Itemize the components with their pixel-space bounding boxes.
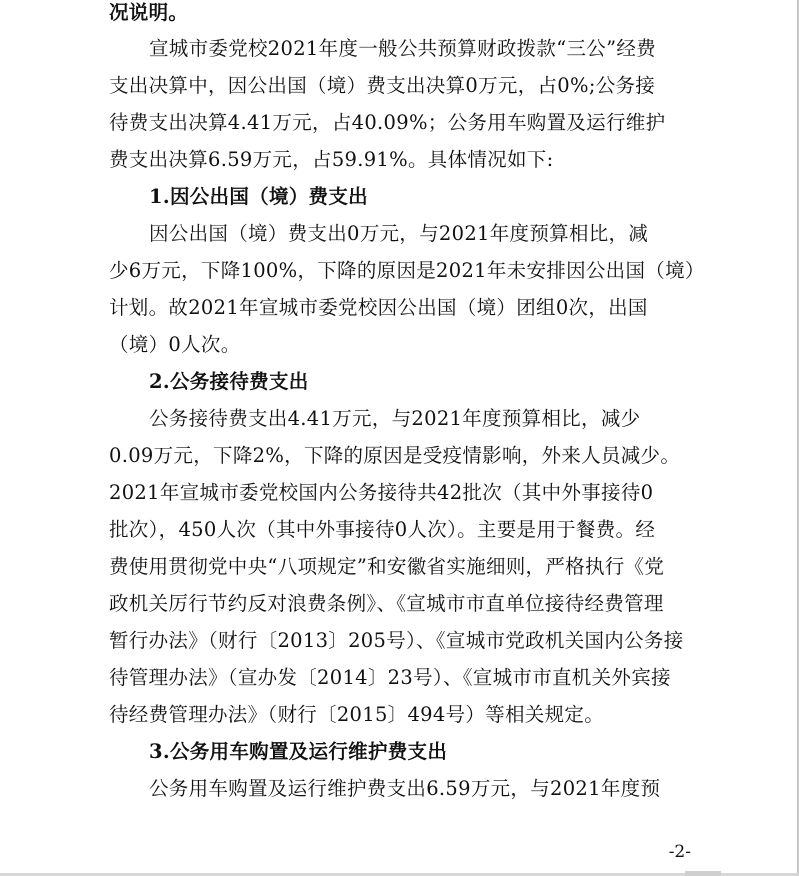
paragraph-line: 待经费管理办法》（财行〔2015〕494号）等相关规定。 [109,703,604,726]
paragraph-line: 批次），450人次（其中外事接待0人次）。主要是用于餐费。经 [109,518,656,541]
paragraph-line: 宣城市委党校2021年度一般公共预算财政拨款“三公”经费 [149,37,656,60]
paragraph-line: 支出决算中，因公出国（境）费支出决算0万元，占0%;公务接 [109,74,656,97]
paragraph-line: 计划。故2021年宣城市委党校因公出国（境）团组0次，出国 [109,296,648,319]
paragraph-line: 政机关厉行节约反对浪费条例》、《宣城市市直单位接待经费管理 [109,592,664,615]
paragraph-continuation: 况说明。 [109,1,189,24]
paragraph-line: 因公出国（境）费支出0万元，与2021年度预算相比，减 [149,222,649,245]
paragraph-line: 待费支出决算4.41万元，占40.09%；公务用车购置及运行维护 [109,111,666,134]
paragraph-line: 少6万元，下降100%，下降的原因是2021年未安排因公出国（境） [109,259,705,282]
bottom-scroll-mark [685,871,721,876]
paragraph-line: 暂行办法》（财行〔2013〕205号）、《宣城市党政机关国内公务接 [109,629,684,652]
page-number: -2- [668,842,691,862]
section-heading-1: 1.因公出国（境）费支出 [149,185,368,208]
section-heading-3: 3.公务用车购置及运行维护费支出 [149,740,448,763]
paragraph-line: 费使用贯彻党中央“八项规定”和安徽省实施细则，严格执行《党 [109,555,665,578]
section-heading-2: 2.公务接待费支出 [149,370,309,393]
paragraph-line: 2021年宣城市委党校国内公务接待共42批次（其中外事接待0 [109,481,654,504]
paragraph-line: 公务接待费支出4.41万元，与2021年度预算相比，减少 [149,407,641,430]
paragraph-line: 待管理办法》（宣办发〔2014〕23号）、《宣城市市直机关外宾接 [109,666,671,689]
paragraph-line: 费支出决算6.59万元，占59.91%。具体情况如下: [109,148,554,171]
paragraph-line: 公务用车购置及运行维护费支出6.59万元，与2021年度预 [149,777,661,800]
paragraph-line: 0.09万元，下降2%，下降的原因是受疫情影响，外来人员减少。 [109,444,681,467]
paragraph-line: （境）0人次。 [109,333,241,356]
